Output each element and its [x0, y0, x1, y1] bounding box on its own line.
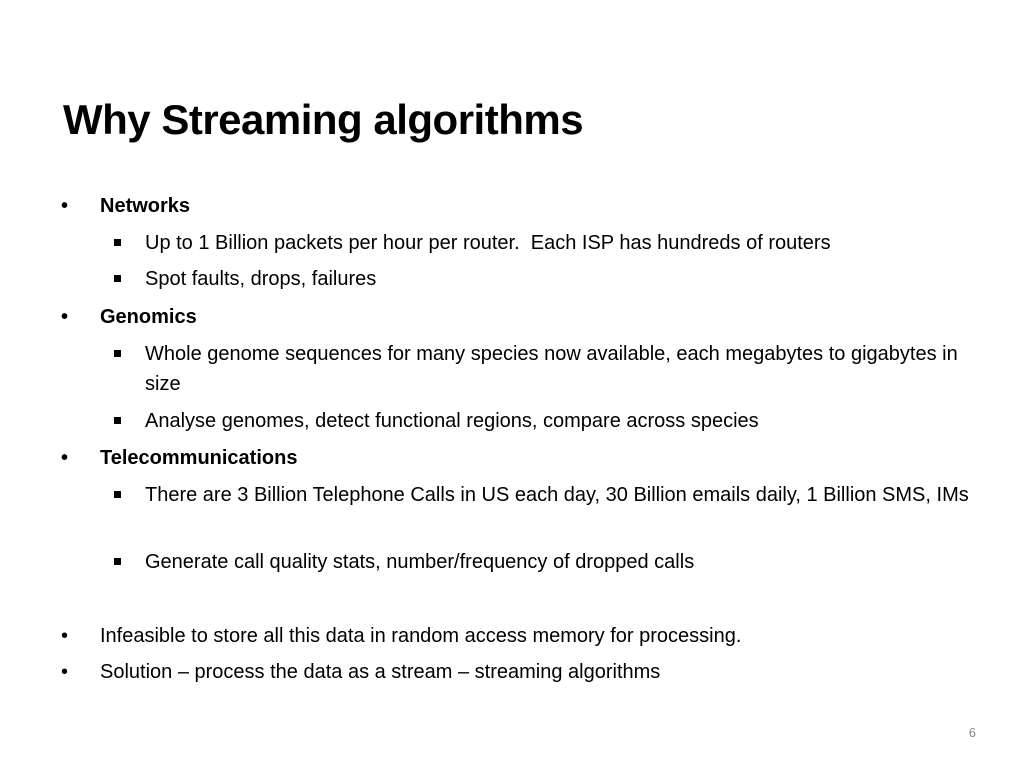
sub-bullet-text: Whole genome sequences for many species now available, each megabytes to gigabytes in size [145, 343, 958, 395]
square-bullet-icon [114, 491, 121, 498]
bullet-dot-icon: • [61, 447, 69, 469]
bullet-solution [61, 657, 661, 687]
sub-bullet-text: Spot faults, drops, failures [145, 268, 377, 290]
bullet-dot-icon: • [61, 661, 69, 683]
bullet-label: Genomics [100, 306, 197, 328]
sub-bullet-analyse-genomes [145, 406, 975, 436]
page-number: 6 [968, 725, 976, 740]
bullet-genomics [61, 302, 197, 332]
sub-bullet-text: There are 3 Billion Telephone Calls in US each day, 30 Billion emails daily, 1 Billion SMS, IMs [145, 484, 969, 506]
sub-bullet-text: Analyse genomes, detect functional regions, compare across species [145, 410, 759, 432]
sub-bullet-text: Up to 1 Billion packets per hour per router. Each ISP has hundreds of routers [145, 232, 831, 254]
square-bullet-icon [114, 239, 121, 246]
slide-title: Why Streaming algorithms [63, 96, 584, 143]
sub-bullet-calls [145, 480, 975, 510]
bullet-dot-icon: • [61, 306, 69, 328]
square-bullet-icon [114, 275, 121, 282]
bullet-label: Networks [100, 195, 191, 217]
sub-bullet-call-quality [145, 547, 975, 577]
square-bullet-icon [114, 417, 121, 424]
sub-bullet-packets [145, 228, 975, 258]
bullet-networks [61, 191, 191, 221]
square-bullet-icon [114, 558, 121, 565]
bullet-dot-icon: • [61, 195, 69, 217]
bullet-infeasible [61, 621, 742, 651]
sub-bullet-faults [145, 264, 975, 294]
bullet-label: Solution – process the data as a stream – streaming algorithms [100, 661, 661, 683]
bullet-label: Telecommunications [100, 447, 298, 469]
bullet-dot-icon: • [61, 625, 69, 647]
sub-bullet-genome-sequences [145, 339, 975, 399]
square-bullet-icon [114, 350, 121, 357]
bullet-telecommunications [61, 443, 298, 473]
sub-bullet-text: Generate call quality stats, number/frequency of dropped calls [145, 551, 695, 573]
bullet-label: Infeasible to store all this data in random access memory for processing. [100, 625, 742, 647]
